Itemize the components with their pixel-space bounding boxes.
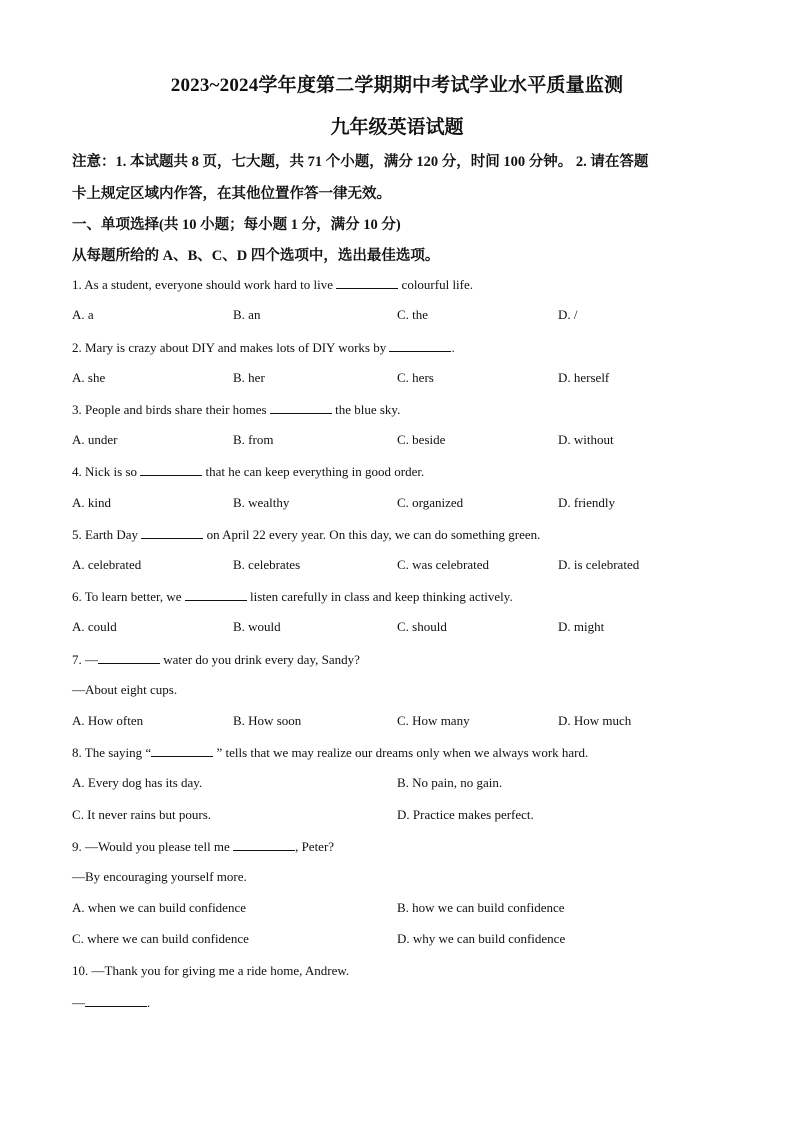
- option-b: B. her: [233, 370, 265, 385]
- question-text: 9. —Would you please tell me: [72, 839, 234, 854]
- option-b: B. an: [233, 307, 261, 322]
- option-b: B. from: [233, 432, 274, 447]
- option-a: A. a: [72, 307, 94, 322]
- question-7: [72, 651, 360, 668]
- answer-blank: [270, 401, 332, 414]
- answer-blank: [336, 276, 398, 289]
- option-d: D. might: [558, 619, 605, 634]
- option-c: C. How many: [397, 713, 470, 728]
- question-text: .: [451, 340, 455, 355]
- option-b: B. how we can build confidence: [397, 900, 565, 915]
- option-a: A. kind: [72, 495, 111, 510]
- option-d: D. Practice makes perfect.: [397, 807, 534, 822]
- question-text: 5. Earth Day: [72, 527, 142, 542]
- dialogue-answer: —About eight cups.: [72, 682, 178, 697]
- answer-blank: [141, 526, 203, 539]
- exam-title: 2023~2024学年度第二学期期中考试学业水平质量监测: [170, 75, 624, 96]
- option-d: D. How much: [558, 713, 632, 728]
- question-text: the blue sky.: [331, 402, 401, 417]
- option-a: A. under: [72, 432, 118, 447]
- question-text: 10. —Thank you for giving me a ride home, Andrew.: [72, 963, 350, 978]
- option-b: B. celebrates: [233, 557, 301, 572]
- option-b: B. would: [233, 619, 281, 634]
- question-text: ” tells that we may realize our dreams only when we always work hard.: [213, 745, 589, 760]
- answer-blank: [389, 339, 451, 352]
- option-c: C. was celebrated: [397, 557, 490, 572]
- option-d: D. why we can build confidence: [397, 931, 566, 946]
- question-text: 2. Mary is crazy about DIY and makes lots of DIY works by: [72, 340, 390, 355]
- question-text: water do you drink every day, Sandy?: [160, 652, 360, 667]
- answer-blank: [233, 838, 295, 851]
- option-a: A. when we can build confidence: [72, 900, 246, 915]
- answer-blank: [85, 994, 147, 1007]
- question-4: [72, 463, 424, 480]
- exam-subtitle: 九年级英语试题: [330, 117, 464, 138]
- answer-blank: [185, 588, 247, 601]
- question-2: [72, 339, 455, 356]
- option-d: D. without: [558, 432, 614, 447]
- answer-blank: [98, 651, 160, 664]
- question-6: [72, 588, 513, 605]
- option-c: C. where we can build confidence: [72, 931, 249, 946]
- option-b: B. wealthy: [233, 495, 290, 510]
- answer-blank: [140, 463, 202, 476]
- question-text: 4. Nick is so: [72, 464, 141, 479]
- option-a: A. she: [72, 370, 106, 385]
- option-a: A. could: [72, 619, 117, 634]
- option-a: A. Every dog has its day.: [72, 775, 203, 790]
- section-instruction: 从每题所给的 A、B、C、D 四个选项中，选出最佳选项。: [72, 248, 440, 264]
- question-text: listen carefully in class and keep thinking actively.: [246, 589, 513, 604]
- option-a: A. celebrated: [72, 557, 142, 572]
- option-d: D. is celebrated: [558, 557, 640, 572]
- option-b: B. No pain, no gain.: [397, 775, 503, 790]
- option-c: C. should: [397, 619, 447, 634]
- notice-line-2: 卡上规定区域内作答，在其他位置作答一律无效。: [72, 186, 391, 202]
- option-d: D. friendly: [558, 495, 616, 510]
- option-c: C. beside: [397, 432, 446, 447]
- option-a: A. How often: [72, 713, 144, 728]
- question-text: 6. To learn better, we: [72, 589, 185, 604]
- question-9: [72, 838, 334, 855]
- option-d: D. /: [558, 307, 578, 322]
- option-c: C. the: [397, 307, 429, 322]
- question-1: [72, 276, 473, 293]
- question-text: 8. The saying “: [72, 745, 152, 760]
- question-text: that he can keep everything in good order.: [202, 464, 425, 479]
- option-d: D. herself: [558, 370, 610, 385]
- question-8: [72, 744, 588, 761]
- notice-line-1: 注意：1. 本试题共 8 页，七大题，共 71 个小题，满分 120 分，时间 100 分钟。 2. 请在答题: [72, 154, 649, 170]
- option-b: B. How soon: [233, 713, 302, 728]
- question-10: [72, 963, 349, 979]
- option-c: C. organized: [397, 495, 464, 510]
- option-c: C. hers: [397, 370, 434, 385]
- dialogue-answer: [72, 994, 150, 1011]
- option-c: C. It never rains but pours.: [72, 807, 212, 822]
- dash: —: [72, 995, 85, 1010]
- question-text: colourful life.: [398, 277, 474, 292]
- question-3: [72, 401, 400, 418]
- section-heading: 一、单项选择(共 10 小题；每小题 1 分，满分 10 分): [72, 217, 401, 233]
- question-text: 1. As a student, everyone should work hard to live: [72, 277, 337, 292]
- question-text: 3. People and birds share their homes: [72, 402, 270, 417]
- question-text: 7. —: [72, 652, 98, 667]
- period: .: [147, 995, 151, 1010]
- question-5: [72, 526, 540, 543]
- question-text: , Peter?: [295, 839, 335, 854]
- question-text: on April 22 every year. On this day, we can do something green.: [203, 527, 541, 542]
- answer-blank: [151, 744, 213, 757]
- dialogue-answer: —By encouraging yourself more.: [72, 869, 247, 884]
